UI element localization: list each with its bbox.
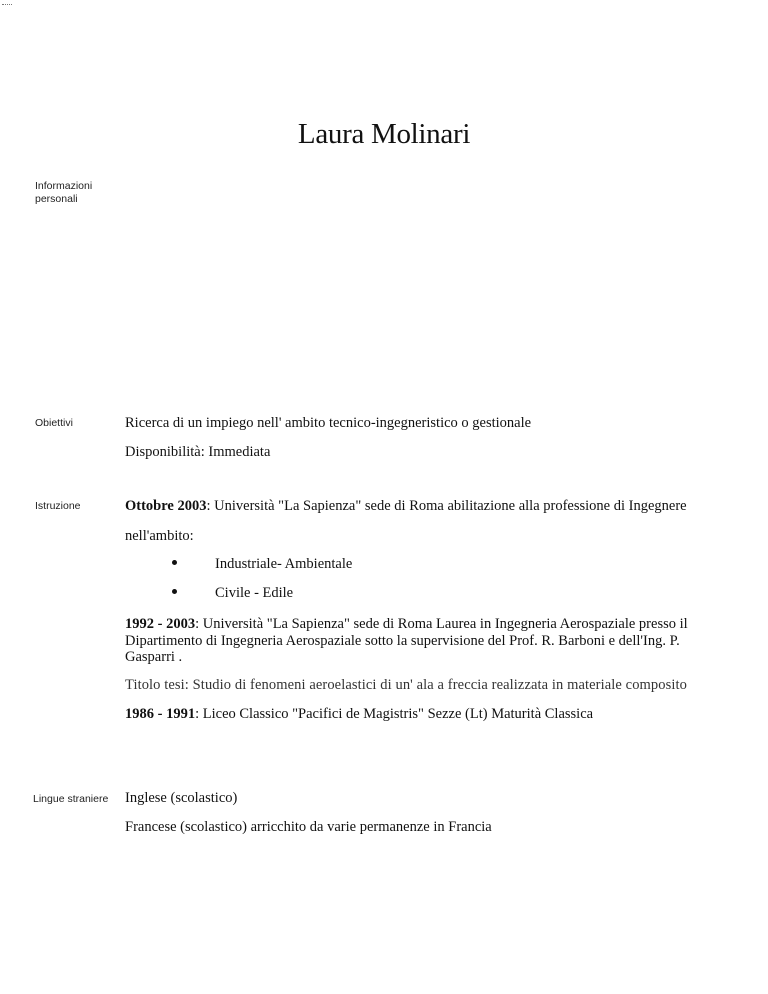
list-item bbox=[172, 585, 293, 602]
language-french: Francese (scolastico) arricchito da varie permanenze in Francia bbox=[125, 819, 492, 835]
education-entry-2 bbox=[125, 616, 725, 666]
section-label-objectives: Obiettivi bbox=[35, 417, 73, 429]
education-entry-2-date: 1992 - 2003 bbox=[125, 616, 196, 632]
thesis-title: Titolo tesi: Studio di fenomeni aeroelastici di un' ala a freccia realizzata in materiale composito bbox=[125, 677, 687, 693]
education-entry-1-date: Ottobre 2003 bbox=[125, 498, 207, 514]
education-entry-3 bbox=[125, 706, 593, 723]
language-english: Inglese (scolastico) bbox=[125, 790, 238, 806]
education-entry-3-date: 1986 - 1991 bbox=[125, 706, 196, 722]
person-name: Laura Molinari bbox=[297, 118, 471, 150]
education-entry-1-continuation: nell'ambito: bbox=[125, 528, 194, 544]
list-item-text: Industriale- Ambientale bbox=[215, 556, 353, 572]
education-entry-1-text: : Università "La Sapienza" sede di Roma abilitazione alla professione di Ingegnere bbox=[206, 498, 687, 514]
bullet-icon bbox=[172, 589, 177, 594]
section-label-languages: Lingue straniere bbox=[33, 793, 109, 805]
education-entry-2-text: : Università "La Sapienza" sede di Roma Laurea in Ingegneria Aerospaziale presso il Dipartimento di Ingegneria Aerospaziale sotto la supervisione del Prof. R. Barboni e dell'Ing. P. Gasparri . bbox=[125, 616, 688, 665]
list-item bbox=[172, 556, 352, 573]
corner-mark bbox=[2, 4, 12, 6]
section-label-personal-info: Informazioni personali bbox=[35, 180, 93, 205]
list-item-text: Civile - Edile bbox=[215, 585, 294, 601]
section-label-education: Istruzione bbox=[35, 500, 81, 512]
education-entry-3-text: : Liceo Classico "Pacifici de Magistris" Sezze (Lt) Maturità Classica bbox=[195, 706, 594, 722]
education-entry-1 bbox=[125, 498, 687, 515]
availability-line: Disponibilità: Immediata bbox=[125, 444, 271, 460]
objective-line: Ricerca di un impiego nell' ambito tecnico-ingegneristico o gestionale bbox=[125, 415, 532, 431]
bullet-icon bbox=[172, 560, 177, 565]
